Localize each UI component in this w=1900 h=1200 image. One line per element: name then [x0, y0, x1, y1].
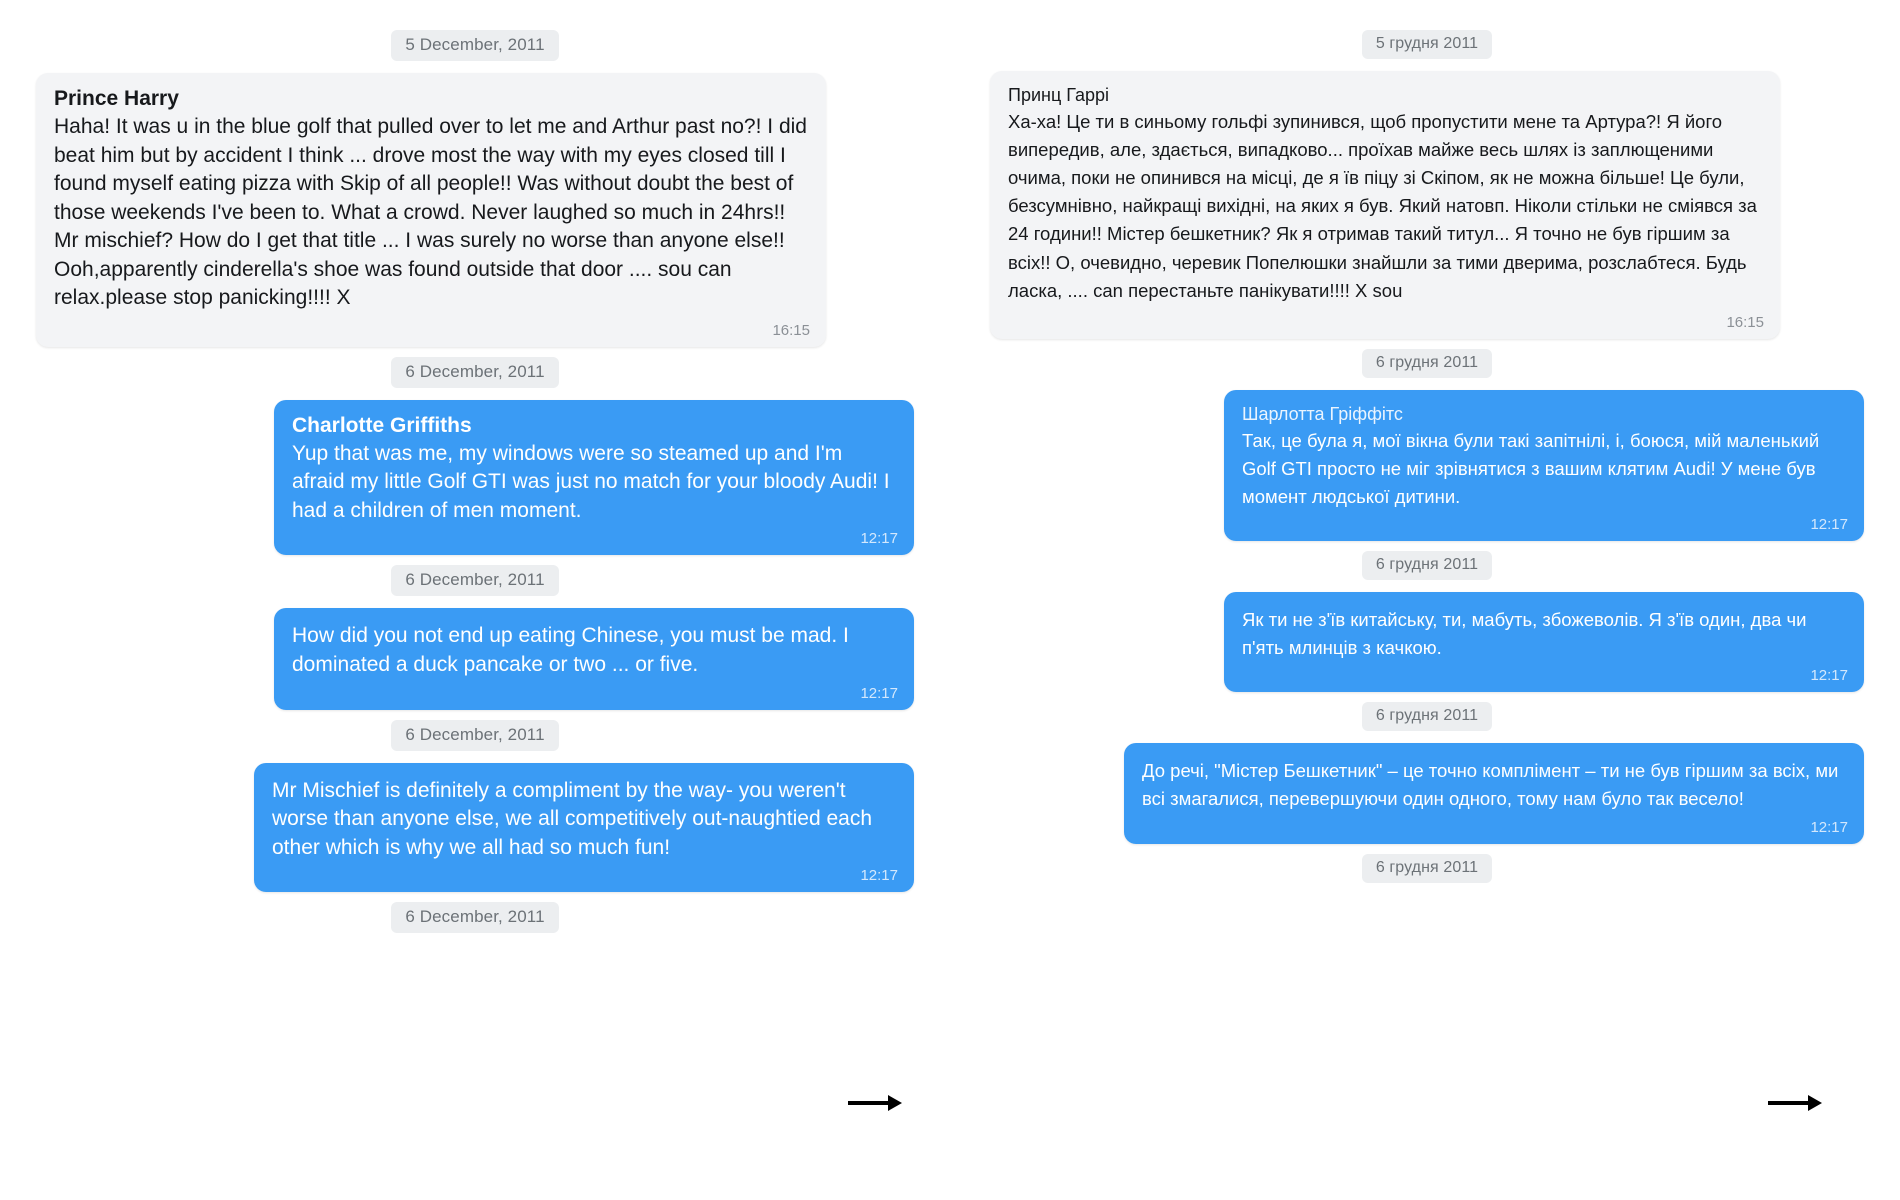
- message-bubble-outgoing[interactable]: [1224, 390, 1864, 541]
- date-label: 6 грудня 2011: [1362, 349, 1492, 378]
- message-text: Haha! It was u in the blue golf that pulled over to let me and Arthur past no?! I did beat him but by accident I think ... drove most the way with my eyes closed till I found myself eating pizza with Skip of all people!! Was without doubt the best of those weekends I've been to. What a crowd. Never laughed so much in 24hrs!! Mr mischief? How do I get that title ... I was surely no worse than anyone else!! Ooh,apparently cinderella's shoe was found outside that door .... sou can relax.please stop panicking!!!! X: [54, 115, 813, 310]
- message-bubble-outgoing[interactable]: [1124, 743, 1864, 843]
- conversation-column-ukrainian: [950, 0, 1900, 1200]
- message-sender: Charlotte Griffiths: [292, 413, 472, 437]
- message-row: [36, 73, 914, 347]
- message-timestamp: 12:17: [1810, 667, 1848, 685]
- message-sender: Шарлотта Гріффітс: [1242, 403, 1403, 424]
- date-label: 6 December, 2011: [391, 565, 558, 596]
- date-label: 6 грудня 2011: [1362, 551, 1492, 580]
- message-text: Yup that was me, my windows were so steamed up and I'm afraid my little Golf GTI was just no match for your bloody Audi! I had a children of men moment.: [292, 441, 896, 522]
- message-row: [36, 400, 914, 556]
- date-separator: [36, 30, 914, 61]
- arrow-right-icon: [848, 1088, 902, 1118]
- message-row: [36, 763, 914, 893]
- message-timestamp: 12:17: [1810, 818, 1848, 836]
- date-label: 5 грудня 2011: [1362, 30, 1492, 59]
- message-text: Mr Mischief is definitely a compliment by the way- you weren't worse than anyone else, we all competitively out-naughtied each other which is why we all had so much fun!: [272, 778, 878, 859]
- date-label: 6 December, 2011: [391, 720, 558, 751]
- message-bubble-outgoing[interactable]: [274, 608, 914, 709]
- date-label: 6 December, 2011: [391, 902, 558, 933]
- message-sender: Принц Гаррі: [1008, 85, 1110, 105]
- message-row: [990, 743, 1864, 843]
- arrow-right-icon: [1768, 1088, 1822, 1118]
- message-bubble-incoming[interactable]: [36, 73, 826, 347]
- date-separator: [36, 720, 914, 751]
- message-text: Ха-ха! Це ти в синьому гольфі зупинився, щоб пропустити мене та Артура?! Я його випередив, але, здається, випадково... проїхав майже весь шлях із заплющеними очима, поки не опинився на місці, де я їв піцу зі Скіпом, як не можна більше! Це були, безсумнівно, найкращі вихідні, на яких я був. Який натовп. Ніколи стільки не сміявся за 24 години!! Містер бешкетник? Як я отримав такий титул... Я точно не був гіршим за всіх!! О, очевидно, черевик Попелюшки знайшли за тими дверима, розслабтеся. Будь ласка, .... can перестаньте панікувати!!!! X sou: [1008, 111, 1763, 301]
- message-bubble-outgoing[interactable]: [274, 400, 914, 556]
- message-text: Як ти не з'їв китайську, ти, мабуть, збожеволів. Я з'їв один, два чи п'ять млинців з качкою.: [1242, 609, 1812, 659]
- message-timestamp: 12:17: [860, 684, 898, 702]
- message-timestamp: 16:15: [1726, 313, 1764, 331]
- date-separator: [36, 357, 914, 388]
- message-text: How did you not end up eating Chinese, you must be mad. I dominated a duck pancake or two ... or five.: [292, 624, 855, 677]
- message-bubble-outgoing[interactable]: [1224, 592, 1864, 692]
- message-row: [990, 390, 1864, 541]
- date-separator: [990, 854, 1864, 883]
- message-sender: Prince Harry: [54, 87, 179, 110]
- date-separator: [990, 702, 1864, 731]
- message-bubble-incoming[interactable]: [990, 71, 1780, 339]
- message-timestamp: 12:17: [860, 867, 898, 885]
- date-separator: [36, 565, 914, 596]
- date-separator: [990, 551, 1864, 580]
- message-row: [990, 71, 1864, 339]
- message-timestamp: 12:17: [860, 530, 898, 548]
- date-label: 5 December, 2011: [391, 30, 558, 61]
- date-separator: [36, 902, 914, 933]
- message-text: До речі, "Містер Бешкетник" – це точно комплімент – ти не був гіршим за всіх, ми всі змагалися, перевершуючи один одного, тому нам було так весело!: [1142, 760, 1844, 810]
- message-bubble-outgoing[interactable]: [254, 763, 914, 893]
- message-timestamp: 16:15: [772, 321, 810, 339]
- message-text: Так, це була я, мої вікна були такі запітнілі, і, боюся, мій маленький Golf GTI просто не міг зрівнятися з вашим клятим Audi! У мене був момент людської дитини.: [1242, 429, 1825, 507]
- message-row: [990, 592, 1864, 692]
- date-separator: [990, 349, 1864, 378]
- date-label: 6 грудня 2011: [1362, 702, 1492, 731]
- message-timestamp: 12:17: [1810, 516, 1848, 534]
- date-label: 6 грудня 2011: [1362, 854, 1492, 883]
- date-separator: [990, 30, 1864, 59]
- message-row: [36, 608, 914, 709]
- date-label: 6 December, 2011: [391, 357, 558, 388]
